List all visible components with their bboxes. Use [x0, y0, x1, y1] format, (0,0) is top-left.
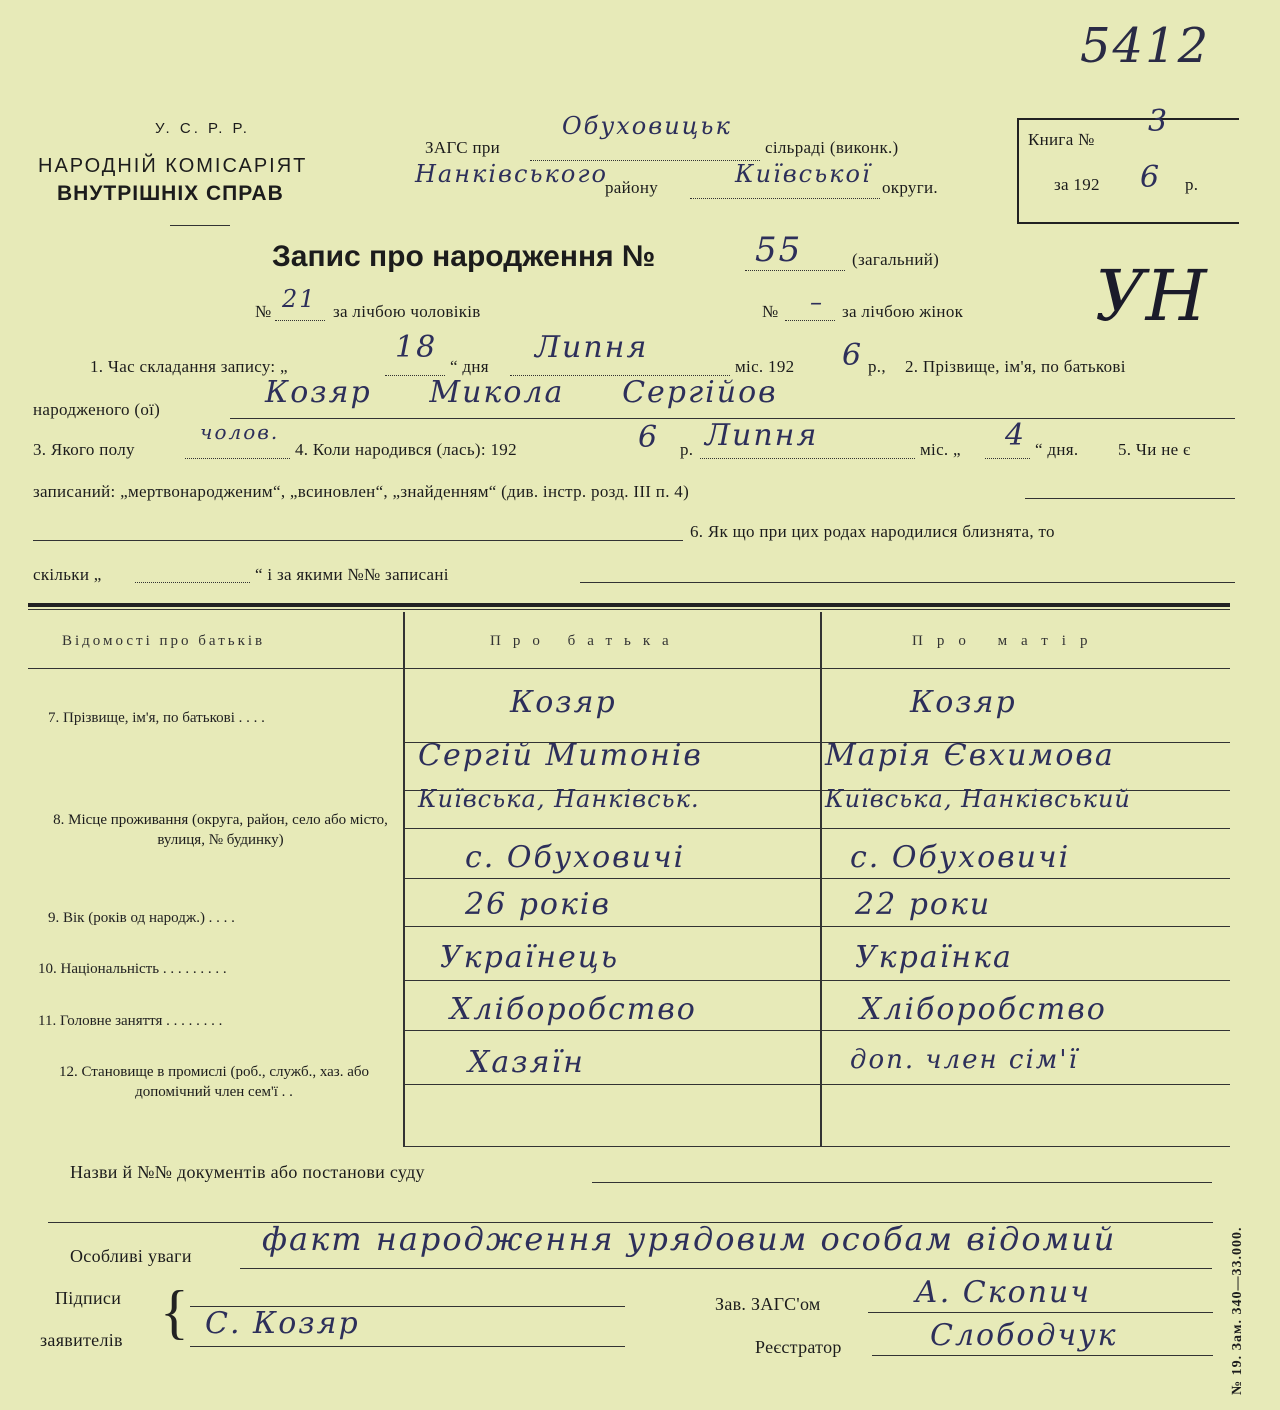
documents-label: Назви й №№ документів або постанови суду: [70, 1162, 425, 1182]
q2-label: 2. Прізвище, ім'я, по батькові: [905, 357, 1126, 376]
record-year-digit: 6: [842, 338, 864, 373]
print-code: № 19. Зам. 340—33.000.: [1230, 1226, 1245, 1395]
father-residence-2: с. Обуховичі: [465, 840, 686, 875]
q1c-label: міс. 192: [735, 357, 795, 376]
row-label-age: 9. Вік (років од народж.) . . . .: [48, 910, 235, 926]
father-occupation: Хліборобство: [450, 992, 697, 1027]
head-label: Зав. ЗАГС'ом: [715, 1294, 821, 1314]
row-label-status: 12. Становище в промислі (роб., служб., хаз. або допомічний член сем'ї . .: [59, 1064, 369, 1100]
q4d-label: “ дня.: [1035, 440, 1079, 459]
notes-label: Особливі уваги: [70, 1246, 192, 1266]
notes-text: факт народження урядовим особам відомий: [262, 1220, 1117, 1258]
table-top-rule: [28, 603, 1230, 607]
commissariat-line1: НАРОДНІЙ КОМІСАРІЯТ: [38, 155, 308, 177]
registrar-signature: Слободчук: [930, 1318, 1118, 1353]
q6-label: 6. Як що при цих родах народилися близнята, то: [690, 522, 1055, 541]
mother-age: 22 роки: [855, 887, 992, 922]
q3-label: 3. Якого полу: [33, 440, 135, 459]
q1-label: 1. Час складання запису: „: [90, 357, 288, 376]
row-label-residence: 8. Місце проживання (округа, район, село або місто, вулиця, № будинку): [53, 812, 388, 848]
col-header-father: Про батька: [490, 633, 681, 649]
applicants-brace: {: [160, 1279, 189, 1345]
birth-day: 4: [1005, 418, 1027, 453]
q6c-label: “ і за якими №№ записані: [255, 565, 449, 584]
commissariat-line2: ВНУТРІШНІХ СПРАВ: [57, 182, 284, 205]
zags-okrug-suffix: округи.: [882, 178, 938, 197]
father-status: Хазяїн: [468, 1045, 585, 1080]
father-surname: Козяр: [510, 685, 617, 720]
row-label-name: 7. Прізвище, ім'я, по батькові . . . .: [48, 710, 265, 726]
book-label: Книга №: [1028, 130, 1095, 149]
record-month: Липня: [535, 330, 649, 365]
book-year-suffix: р.: [1185, 175, 1199, 194]
archive-number: 5412: [1080, 18, 1211, 74]
zags-village: Обуховицьк: [562, 112, 732, 140]
header-rule: [170, 225, 230, 226]
head-signature: А. Скопич: [915, 1275, 1092, 1310]
zags-district-suffix: району: [605, 178, 659, 197]
record-title: Запис про народження №: [272, 240, 656, 273]
zags-district: Нанківського: [415, 160, 608, 188]
mother-residence-2: с. Обуховичі: [850, 840, 1071, 875]
record-day: 18: [395, 330, 438, 365]
q5-label: 5. Чи не є: [1118, 440, 1191, 459]
child-name: Козяр Микола Сергійов: [265, 375, 778, 410]
q5b-label: записаний: „мертвонародженим“, „всиновлен“, „знайденням“ (див. інстр. розд. III п. 4): [33, 482, 690, 501]
father-nationality: Українець: [440, 940, 620, 975]
women-prefix: №: [762, 302, 779, 321]
zags-village-suffix: сільраді (виконк.): [765, 138, 899, 157]
ussr-label: У. С. Р. Р.: [155, 120, 250, 137]
applicants-label-2: заявителів: [40, 1330, 123, 1350]
birth-year-digit: 6: [638, 420, 660, 455]
row-label-occupation: 11. Головне заняття . . . . . . . .: [38, 1013, 223, 1029]
col-header-mother: Про матір: [912, 633, 1102, 649]
birth-month: Липня: [705, 418, 819, 453]
father-age: 26 років: [465, 887, 611, 922]
applicant-signature: С. Козяр: [205, 1306, 360, 1341]
record-title-suffix: (загальний): [852, 250, 940, 269]
book-year-label: за 192: [1054, 175, 1100, 194]
men-number: 21: [282, 285, 317, 313]
q2b-label: народженого (ої): [33, 400, 161, 419]
record-number: 55: [755, 230, 803, 270]
mother-occupation: Хліборобство: [860, 992, 1107, 1027]
registrar-label: Реєстратор: [755, 1337, 842, 1357]
men-label: за лічбою чоловіків: [333, 302, 481, 321]
q1b-label: “ дня: [450, 357, 489, 376]
mother-status: доп. член сім'ї: [850, 1045, 1079, 1075]
row-label-nationality: 10. Національність . . . . . . . . .: [38, 961, 227, 977]
margin-mark: УН: [1095, 255, 1207, 337]
mother-name: Марія Євхимова: [825, 738, 1115, 773]
col-separator-2: [820, 612, 822, 1147]
mother-residence-1: Київська, Нанківський: [825, 785, 1131, 813]
q4c-label: міс. „: [920, 440, 961, 459]
mother-nationality: Українка: [855, 940, 1013, 975]
zags-okrug: Київської: [735, 160, 872, 188]
col-separator-1: [403, 612, 405, 1147]
q4-label: 4. Коли народився (лась): 192: [295, 440, 517, 459]
women-number: –: [810, 288, 824, 316]
q6b-label: скільки „: [33, 565, 102, 584]
book-number: 3: [1148, 104, 1170, 139]
q1d-label: р.,: [868, 357, 886, 376]
col-header-parents: Відомості про батьків: [62, 633, 266, 649]
q4b-label: р.: [680, 440, 694, 459]
father-residence-1: Київська, Нанківськ.: [418, 785, 700, 813]
book-year-digit: 6: [1140, 160, 1162, 195]
zags-label: ЗАГС при: [425, 138, 501, 157]
men-prefix: №: [255, 302, 272, 321]
child-sex: чолов.: [200, 420, 280, 444]
applicants-label-1: Підписи: [55, 1288, 122, 1308]
father-name: Сергій Митонів: [418, 738, 703, 773]
mother-surname: Козяр: [910, 685, 1017, 720]
women-label: за лічбою жінок: [842, 302, 964, 321]
